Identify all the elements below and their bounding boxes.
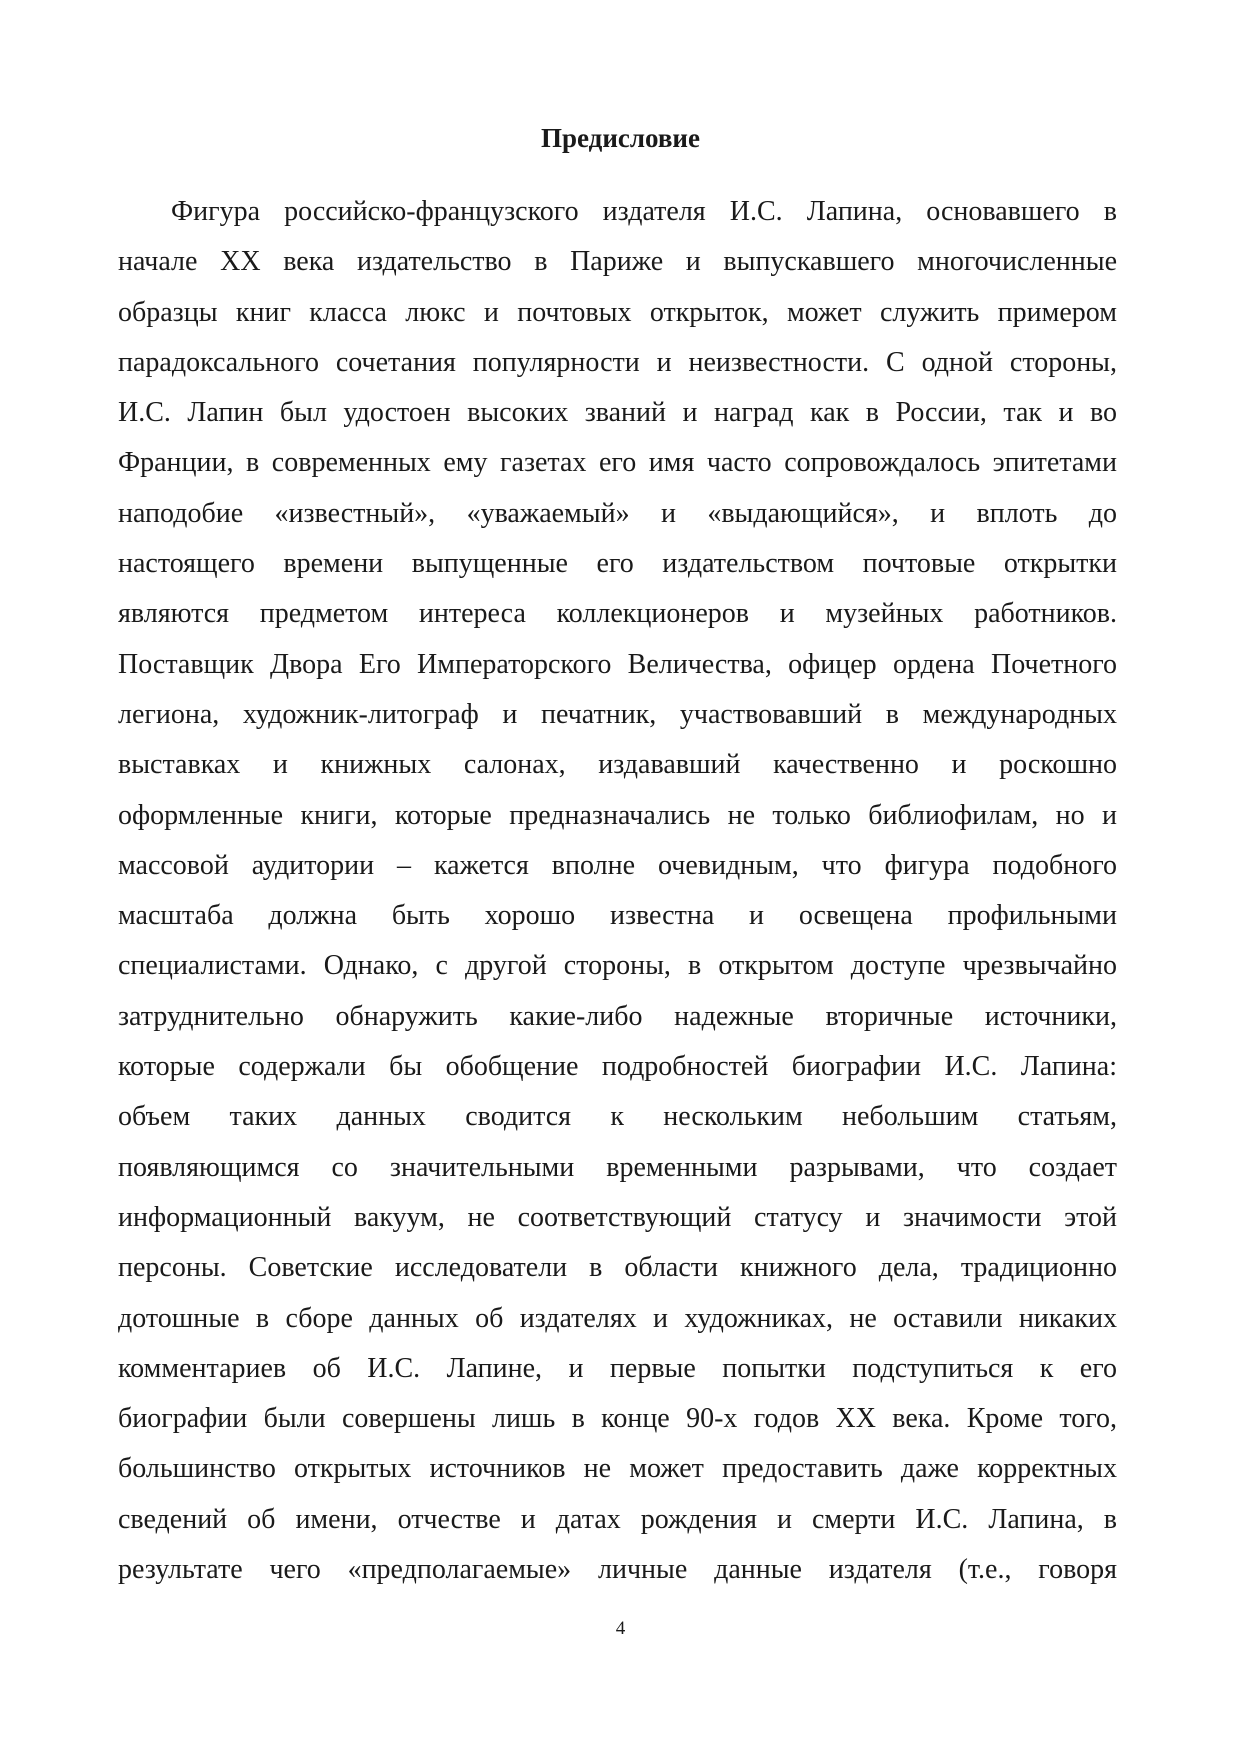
text-line: которые содержали бы обобщение подробностей биографии И.С. Лапина: — [118, 1051, 1117, 1083]
text-line: Фигура российско-французского издателя И.С. Лапина, основавшего в — [171, 196, 1117, 227]
text-line: информационный вакуум, не соответствующий статусу и значимости этой — [118, 1201, 1117, 1233]
text-line: биографии были совершены лишь в конце 90-х годов XX века. Кроме того, — [118, 1403, 1117, 1435]
text-line: парадоксального сочетания популярности и неизвестности. С одной стороны, — [118, 346, 1117, 378]
text-line: массовой аудитории – кажется вполне очевидным, что фигура подобного — [118, 849, 1117, 881]
text-line: сведений об имени, отчестве и датах рождения и смерти И.С. Лапина, в — [118, 1503, 1117, 1535]
text-line: результате чего «предполагаемые» личные данные издателя (т.е., говоря — [118, 1554, 1117, 1586]
text-line: Поставщик Двора Его Императорского Величества, офицер ордена Почетного — [118, 648, 1117, 680]
text-line: специалистами. Однако, с другой стороны, в открытом доступе чрезвычайно — [118, 950, 1117, 982]
text-line: являются предметом интереса коллекционеров и музейных работников. — [118, 598, 1117, 630]
text-line: легиона, художник-литограф и печатник, участвовавший в международных — [118, 698, 1117, 730]
text-line: И.С. Лапин был удостоен высоких званий и наград как в России, так и во — [118, 397, 1117, 429]
text-line: затруднительно обнаружить какие-либо надежные вторичные источники, — [118, 1000, 1117, 1032]
text-line: наподобие «известный», «уважаемый» и «выдающийся», и вплоть до — [118, 497, 1117, 529]
page-title: Предисловие — [541, 123, 700, 153]
text-line: Франции, в современных ему газетах его имя часто сопровождалось эпитетами — [118, 447, 1117, 479]
text-line: начале XX века издательство в Париже и выпускавшего многочисленные — [118, 246, 1117, 278]
text-line: комментариев об И.С. Лапине, и первые попытки подступиться к его — [118, 1352, 1117, 1384]
text-line: образцы книг класса люкс и почтовых открыток, может служить примером — [118, 296, 1117, 328]
body-paragraph — [118, 194, 1117, 1602]
text-line: объем таких данных сводится к нескольким небольшим статьям, — [118, 1101, 1117, 1133]
text-line: выставках и книжных салонах, издававший качественно и роскошно — [118, 749, 1117, 781]
text-line: появляющимся со значительными временными разрывами, что создает — [118, 1151, 1117, 1183]
text-line: настоящего времени выпущенные его издательством почтовые открытки — [118, 548, 1117, 580]
text-line: оформленные книги, которые предназначались не только библиофилам, но и — [118, 799, 1117, 831]
text-line: персоны. Советские исследователи в области книжного дела, традиционно — [118, 1252, 1117, 1284]
text-line: большинство открытых источников не может предоставить даже корректных — [118, 1453, 1117, 1485]
text-line: масштаба должна быть хорошо известна и освещена профильными — [118, 900, 1117, 932]
text-line: дотошные в сборе данных об издателях и художниках, не оставили никаких — [118, 1302, 1117, 1334]
page-number: 4 — [615, 1618, 626, 1639]
